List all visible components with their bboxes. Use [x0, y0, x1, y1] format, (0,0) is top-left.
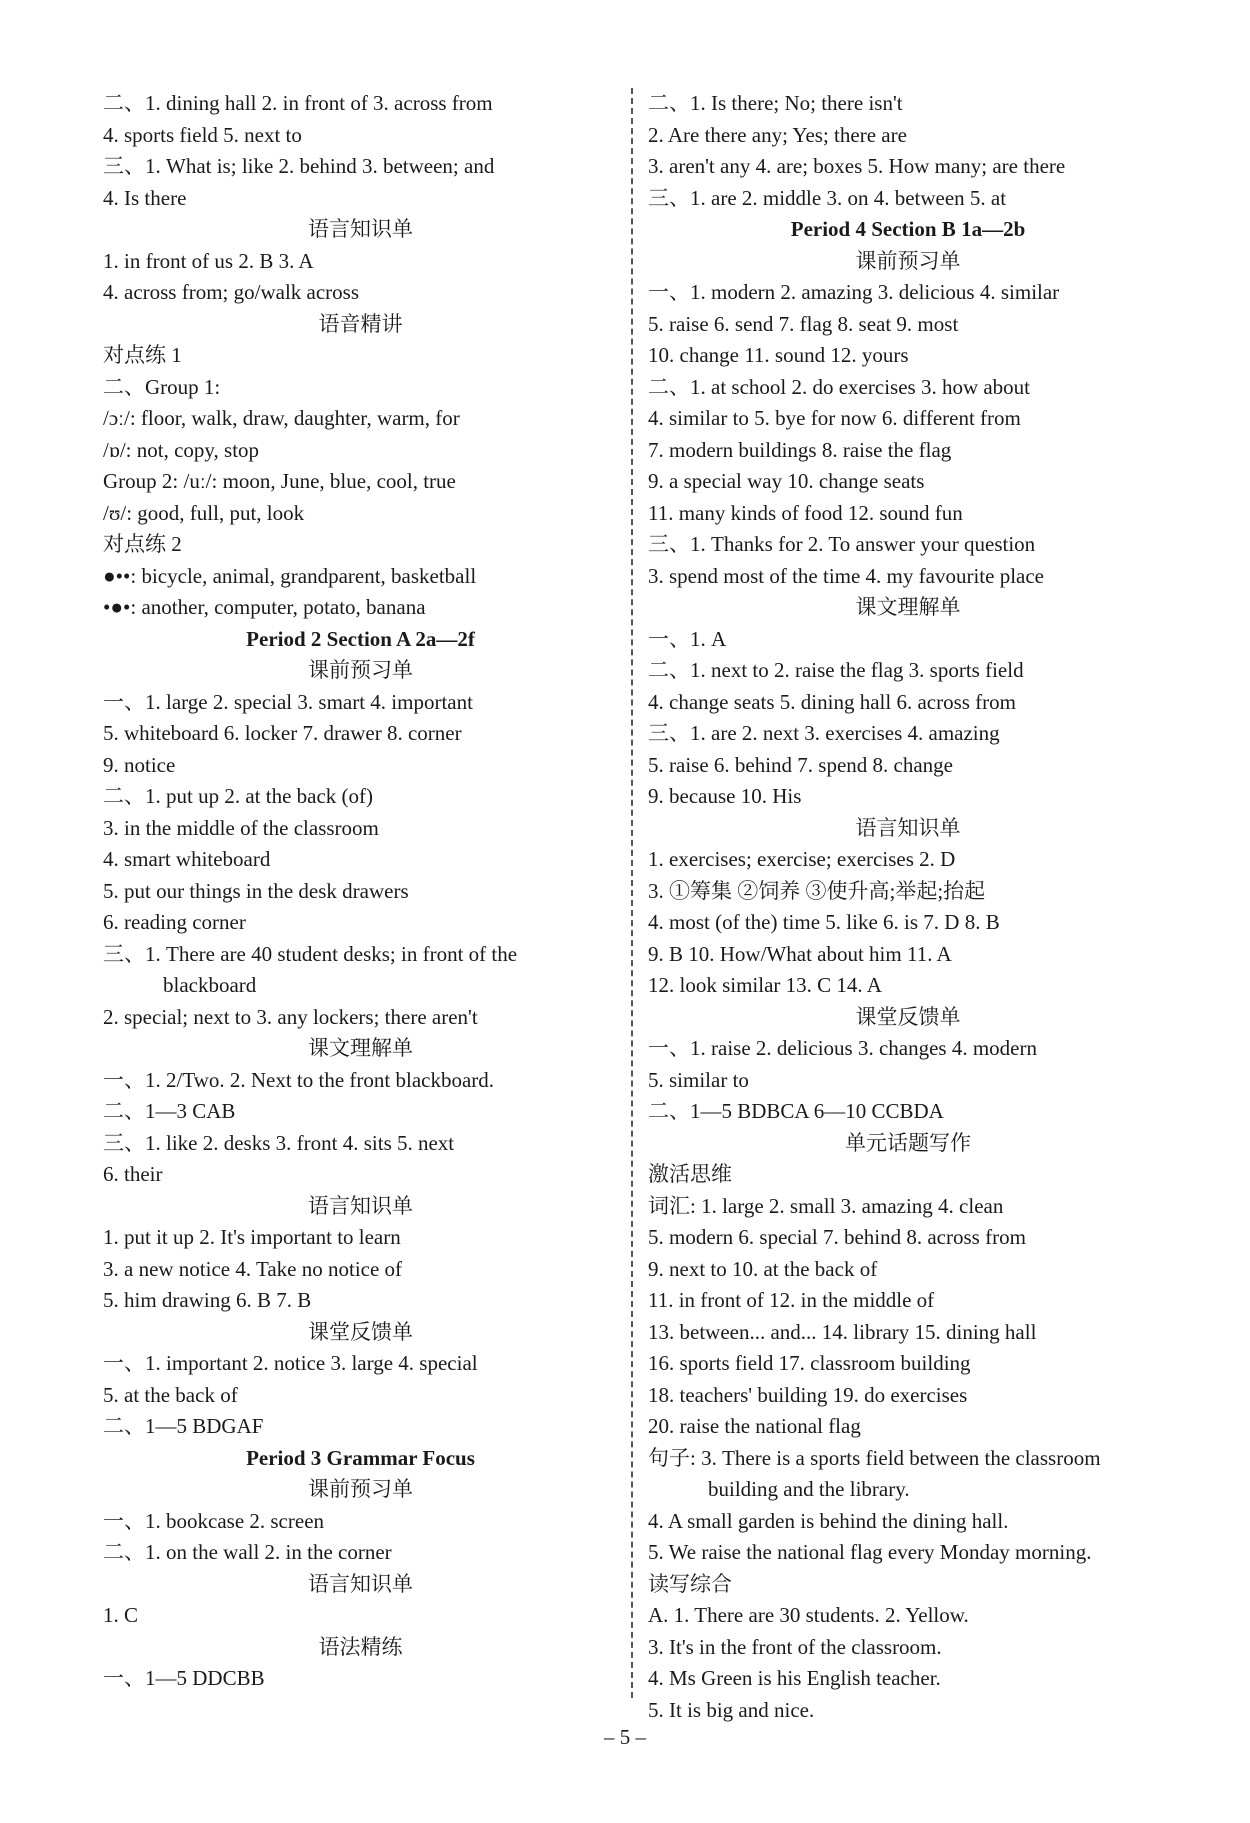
section-heading: Period 3 Grammar Focus [246, 1445, 475, 1470]
answer-line: 二、1—5 BDGAF [103, 1414, 264, 1438]
answer-line: 2. special; next to 3. any lockers; there aren't [103, 1004, 478, 1029]
answer-line: 一、1. raise 2. delicious 3. changes 4. modern [648, 1036, 1037, 1060]
answer-line: 对点练 2 [103, 532, 182, 556]
section-heading: Period 4 Section B 1a—2b [790, 217, 1026, 241]
answer-line: A. 1. There are 30 students. 2. Yellow. [648, 1603, 969, 1627]
section-heading: 单元话题写作 [845, 1130, 971, 1155]
answer-line: 9. next to 10. at the back of [648, 1256, 878, 1281]
answer-line: 4. smart whiteboard [103, 847, 271, 871]
answer-line: 激活思维 [648, 1162, 732, 1186]
answer-line: 一、1. A [648, 626, 727, 651]
answer-line: 句子: 3. There is a sports field between the classroom [648, 1445, 1101, 1470]
answer-line: ●••: bicycle, animal, grandparent, basketball [103, 563, 477, 588]
answer-line: 5. at the back of [103, 1382, 238, 1407]
section-heading: 语言知识单 [308, 217, 413, 241]
answer-line: 1. exercises; exercise; exercises 2. D [648, 847, 956, 871]
answer-line: 3. aren't any 4. are; boxes 5. How many; are there [648, 154, 1066, 178]
section-heading: 语言知识单 [308, 1571, 413, 1596]
section-heading: 课堂反馈单 [308, 1319, 413, 1344]
answer-line: 三、1. like 2. desks 3. front 4. sits 5. next [103, 1130, 455, 1155]
answer-line: 9. notice [103, 752, 176, 777]
answer-line: 20. raise the national flag [648, 1414, 861, 1438]
answer-line: 词汇: 1. large 2. small 3. amazing 4. clean [648, 1193, 1004, 1218]
answer-line: 6. their [103, 1162, 163, 1186]
answer-line: 三、1. There are 40 student desks; in front of the [103, 941, 518, 966]
page-number: – 5 – [604, 1725, 646, 1749]
answer-line: 二、1. dining hall 2. in front of 3. across from [103, 91, 493, 115]
section-heading: 课文理解单 [855, 595, 961, 619]
answer-line: 二、1—5 BDBCA 6—10 CCBDA [648, 1099, 944, 1123]
section-heading: 语法精练 [318, 1634, 403, 1659]
answer-line: 9. because 10. His [648, 784, 802, 808]
answer-line: 1. in front of us 2. B 3. A [103, 248, 314, 273]
answer-line: 3. a new notice 4. Take no notice of [103, 1256, 403, 1281]
answer-line: building and the library. [708, 1477, 910, 1501]
section-heading: 语言知识单 [308, 1193, 413, 1218]
answer-line: blackboard [163, 973, 257, 997]
answer-line: 4. Ms Green is his English teacher. [648, 1666, 941, 1690]
answer-line: Group 2: /uː/: moon, June, blue, cool, true [103, 469, 456, 493]
section-heading: 课前预习单 [855, 248, 961, 273]
answer-line: 1. C [103, 1603, 139, 1627]
answer-line: /ɒ/: not, copy, stop [103, 437, 260, 462]
answer-line: 9. a special way 10. change seats [648, 469, 925, 493]
answer-line: 1. put it up 2. It's important to learn [103, 1225, 401, 1249]
left-column [103, 88, 618, 1695]
section-heading: 语音精讲 [318, 311, 403, 336]
answer-line: 二、Group 1: [103, 374, 221, 399]
answer-line: 3. in the middle of the classroom [103, 815, 379, 840]
right-column [648, 88, 1168, 1726]
answer-line: 13. between... and... 14. library 15. dining hall [648, 1319, 1037, 1344]
answer-line: 三、1. What is; like 2. behind 3. between; and [103, 154, 495, 178]
answer-line: 一、1. large 2. special 3. smart 4. important [103, 689, 473, 714]
answer-line: 2. Are there any; Yes; there are [648, 122, 907, 147]
answer-line: /ʊ/: good, full, put, look [103, 500, 305, 525]
answer-line: 16. sports field 17. classroom building [648, 1351, 971, 1375]
answer-line: 对点练 1 [103, 343, 182, 367]
answer-line: 5. We raise the national flag every Monday morning. [648, 1540, 1092, 1564]
answer-line: 11. in front of 12. in the middle of [648, 1288, 935, 1312]
answer-line: 7. modern buildings 8. raise the flag [648, 437, 952, 462]
answer-line: 二、1. on the wall 2. in the corner [103, 1540, 392, 1564]
answer-line: 10. change 11. sound 12. yours [648, 343, 909, 367]
answer-line: 二、1. put up 2. at the back (of) [103, 784, 374, 808]
answer-line: 5. raise 6. send 7. flag 8. seat 9. most [648, 311, 959, 336]
answer-line: 4. sports field 5. next to [103, 122, 302, 147]
answer-line: 读写综合 [648, 1571, 732, 1596]
answer-line: 5. put our things in the desk drawers [103, 878, 409, 903]
answer-line: 一、1. important 2. notice 3. large 4. special [103, 1351, 478, 1375]
answer-line: /ɔː/: floor, walk, draw, daughter, warm, for [103, 406, 460, 430]
answer-line: 3. spend most of the time 4. my favourite place [648, 563, 1044, 588]
section-heading: 课前预习单 [308, 658, 413, 682]
answer-line: 6. reading corner [103, 910, 246, 934]
answer-line: 4. across from; go/walk across [103, 280, 360, 304]
answer-line: 5. It is big and nice. [648, 1697, 815, 1722]
section-heading: 课前预习单 [308, 1477, 413, 1501]
answer-line: 5. him drawing 6. B 7. B [103, 1288, 312, 1312]
column-divider [631, 88, 633, 1698]
answer-line: 12. look similar 13. C 14. A [648, 973, 882, 997]
answer-line: 二、1—3 CAB [103, 1099, 236, 1123]
answer-line: 5. similar to [648, 1067, 749, 1092]
section-heading: 课文理解单 [308, 1036, 413, 1060]
answer-line: 一、1. modern 2. amazing 3. delicious 4. similar [648, 280, 1060, 304]
answer-line: 4. change seats 5. dining hall 6. across from [648, 689, 1016, 714]
answer-line: 二、1. Is there; No; there isn't [648, 91, 903, 115]
answer-line: 18. teachers' building 19. do exercises [648, 1382, 968, 1407]
answer-line: 5. whiteboard 6. locker 7. drawer 8. corner [103, 721, 462, 745]
answer-line: 3. ①筹集 ②饲养 ③使升高;举起;抬起 [648, 878, 986, 903]
answer-line: 4. similar to 5. bye for now 6. different from [648, 406, 1021, 430]
answer-line: 二、1. at school 2. do exercises 3. how about [648, 374, 1031, 399]
answer-line: 5. raise 6. behind 7. spend 8. change [648, 752, 954, 777]
answer-line: 9. B 10. How/What about him 11. A [648, 941, 952, 966]
answer-line: 一、1. 2/Two. 2. Next to the front blackboard. [103, 1067, 495, 1092]
answer-line: 一、1—5 DDCBB [103, 1666, 265, 1690]
answer-line: 11. many kinds of food 12. sound fun [648, 500, 963, 525]
section-heading: Period 2 Section A 2a—2f [246, 626, 475, 651]
answer-line: 三、1. are 2. next 3. exercises 4. amazing [648, 721, 1000, 745]
answer-line: 4. A small garden is behind the dining hall. [648, 1508, 1009, 1533]
answer-line: 4. Is there [103, 185, 187, 210]
answer-line: 二、1. next to 2. raise the flag 3. sports field [648, 658, 1024, 682]
answer-line: 3. It's in the front of the classroom. [648, 1634, 942, 1659]
section-heading: 语言知识单 [855, 815, 961, 840]
answer-line: 4. most (of the) time 5. like 6. is 7. D 8. B [648, 910, 1000, 934]
answer-line: 5. modern 6. special 7. behind 8. across from [648, 1225, 1026, 1249]
section-heading: 课堂反馈单 [855, 1004, 961, 1029]
answer-line: 三、1. Thanks for 2. To answer your question [648, 532, 1036, 556]
answer-line: •●•: another, computer, potato, banana [103, 595, 426, 619]
answer-line: 三、1. are 2. middle 3. on 4. between 5. at [648, 185, 1007, 210]
answer-line: 一、1. bookcase 2. screen [103, 1508, 325, 1533]
